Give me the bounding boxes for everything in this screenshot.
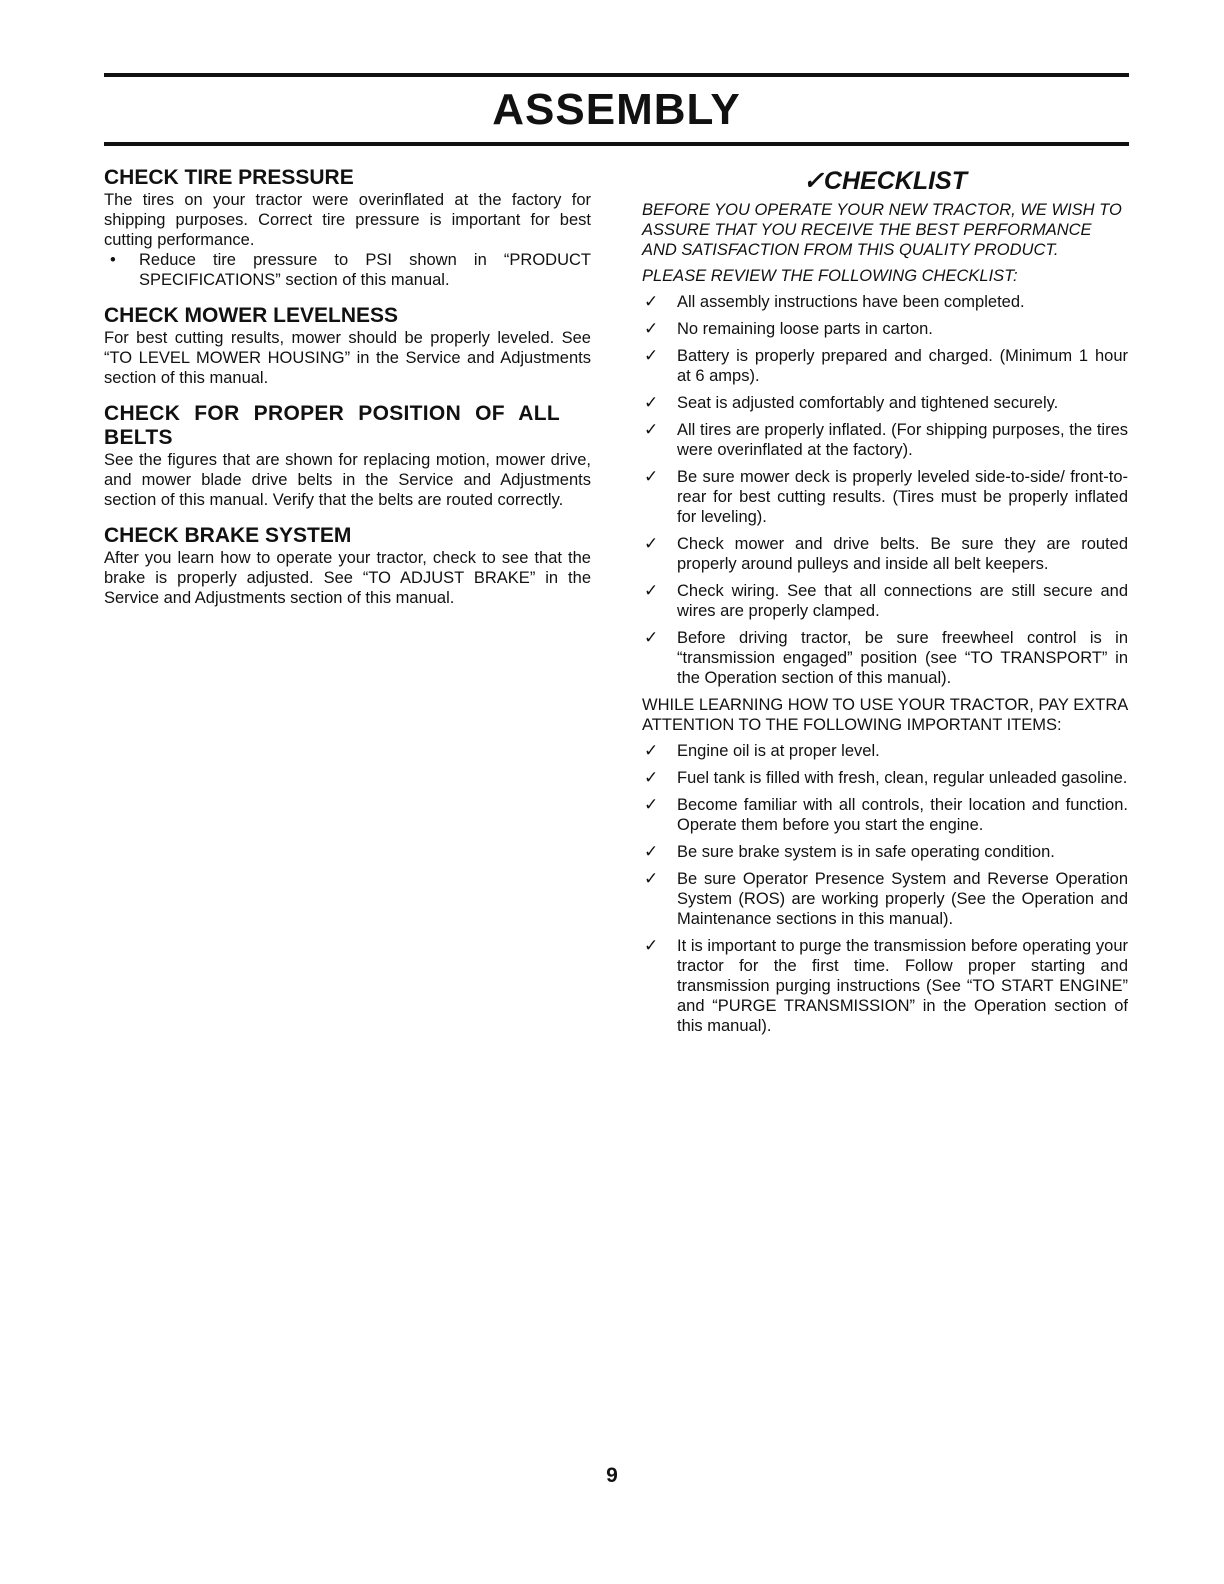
checklist-review: PLEASE REVIEW THE FOLLOWING CHECKLIST: xyxy=(642,267,1018,285)
checklist-item xyxy=(642,842,1128,862)
section-body: After you learn how to operate your tractor, check to see that the brake is properly adjusted. See “TO ADJUST BRAKE” in the Service and Adjustments section of this manual. xyxy=(104,549,591,607)
checklist-item xyxy=(642,534,1128,574)
checklist-item xyxy=(642,628,1128,688)
checklist xyxy=(642,292,1128,688)
section-belts xyxy=(104,402,591,510)
checkmark-icon: ✓ xyxy=(644,393,659,412)
page-title: ASSEMBLY xyxy=(492,85,741,134)
checklist-item-text: Battery is properly prepared and charged. (Minimum 1 hour at 6 amps). xyxy=(677,347,1128,385)
page-number: 9 xyxy=(606,1464,618,1487)
bullet-mark: • xyxy=(110,251,116,269)
checklist-item xyxy=(642,741,1128,761)
checklist-item-text: All assembly instructions have been completed. xyxy=(677,293,1025,311)
header-rule-bottom xyxy=(104,142,1129,146)
section-heading: CHECK MOWER LEVELNESS xyxy=(104,304,399,327)
checklist-item xyxy=(642,768,1128,788)
checklist-item xyxy=(642,936,1128,1036)
bullet-text: Reduce tire pressure to PSI shown in “PRODUCT SPECIFICATIONS” section of this manual. xyxy=(139,251,591,289)
checklist-item-text: Be sure brake system is in safe operating condition. xyxy=(677,843,1055,861)
checklist-item xyxy=(642,393,1128,413)
checklist-item-text: Check wiring. See that all connections are still secure and wires are properly clamped. xyxy=(677,582,1128,620)
checkmark-icon: ✓ xyxy=(644,842,659,861)
checkmark-icon: ✓ xyxy=(644,581,659,600)
checklist-item-text: No remaining loose parts in carton. xyxy=(677,320,933,338)
checklist-item-text: Be sure mower deck is properly leveled side-to-side/ front-to-rear for best cutting results. (Tires must be properly inflated for leveling). xyxy=(677,468,1128,526)
section-heading: CHECK TIRE PRESSURE xyxy=(104,166,354,189)
checklist-item xyxy=(642,581,1128,621)
section-body: The tires on your tractor were overinflated at the factory for shipping purposes. Correct tire pressure is important for best cutting performance. xyxy=(104,191,591,249)
checkmark-icon: ✓ xyxy=(644,534,659,553)
bullet-item xyxy=(104,250,591,290)
checklist-item-text: It is important to purge the transmission before operating your tractor for the first time. Follow proper starting and transmission purging instructions (See “TO START ENGINE” and “PURGE TRANSMISSION” in the Operation section of this manual). xyxy=(677,937,1128,1035)
checklist-item xyxy=(642,467,1128,527)
section-heading: CHECK BRAKE SYSTEM xyxy=(104,524,352,547)
checkmark-icon: ✓ xyxy=(644,795,659,814)
section-tire-pressure xyxy=(104,166,591,290)
checklist-item xyxy=(642,869,1128,929)
checklist-intro: BEFORE YOU OPERATE YOUR NEW TRACTOR, WE WISH TO ASSURE THAT YOU RECEIVE THE BEST PERFORMANCE AND SATISFACTION FROM THIS QUALITY PRODUCT. xyxy=(642,201,1122,259)
section-brake-system xyxy=(104,524,591,608)
checkmark-icon: ✓ xyxy=(644,936,659,955)
section-mower-levelness xyxy=(104,304,591,388)
checklist-item-text: Engine oil is at proper level. xyxy=(677,742,880,760)
checklist-item xyxy=(642,420,1128,460)
section-heading: CHECK FOR PROPER POSITION OF ALL BELTS xyxy=(104,402,560,449)
checkmark-icon: ✓ xyxy=(644,420,659,439)
right-column xyxy=(642,166,1128,1043)
checklist-item-text: Seat is adjusted comfortably and tightened securely. xyxy=(677,394,1059,412)
checklist-item-text: Fuel tank is filled with fresh, clean, regular unleaded gasoline. xyxy=(677,769,1128,787)
checklist-item-text: Become familiar with all controls, their location and function. Operate them before you start the engine. xyxy=(677,796,1128,834)
left-column xyxy=(104,166,591,618)
checklist-title: ✓CHECKLIST xyxy=(802,167,967,195)
checklist-item-text: Check mower and drive belts. Be sure they are routed properly around pulleys and inside all belt keepers. xyxy=(677,535,1128,573)
checkmark-icon: ✓ xyxy=(644,741,659,760)
checkmark-icon: ✓ xyxy=(644,869,659,888)
checklist-item xyxy=(642,346,1128,386)
checklist-item-text: Be sure Operator Presence System and Reverse Operation System (ROS) are working properly (See the Operation and Maintenance sections in this manual). xyxy=(677,870,1128,928)
section-body: See the figures that are shown for replacing motion, mower drive, and mower blade drive belts in the Service and Adjustments section of this manual. Verify that the belts are routed correctly. xyxy=(104,451,591,509)
checklist-item-text: Before driving tractor, be sure freewheel control is in “transmission engaged” position (see “TO TRANSPORT” in the Operation section of this manual). xyxy=(677,629,1128,687)
checkmark-icon: ✓ xyxy=(644,467,659,486)
checklist-item xyxy=(642,319,1128,339)
checkmark-icon: ✓ xyxy=(644,346,659,365)
section-body: For best cutting results, mower should be properly leveled. See “TO LEVEL MOWER HOUSING” in the Service and Adjustments section of this manual. xyxy=(104,329,591,387)
checkmark-icon: ✓ xyxy=(644,319,659,338)
while-learning-text: WHILE LEARNING HOW TO USE YOUR TRACTOR, PAY EXTRA ATTENTION TO THE FOLLOWING IMPORTANT ITEMS: xyxy=(642,696,1128,734)
header-rule-top xyxy=(104,73,1129,77)
checkmark-icon: ✓ xyxy=(644,628,659,647)
checkmark-icon: ✓ xyxy=(644,768,659,787)
checklist-item xyxy=(642,292,1128,312)
important-items-list xyxy=(642,741,1128,1036)
checklist-item xyxy=(642,795,1128,835)
checklist-item-text: All tires are properly inflated. (For shipping purposes, the tires were overinflated at the factory). xyxy=(677,421,1128,459)
checkmark-icon: ✓ xyxy=(644,292,659,311)
